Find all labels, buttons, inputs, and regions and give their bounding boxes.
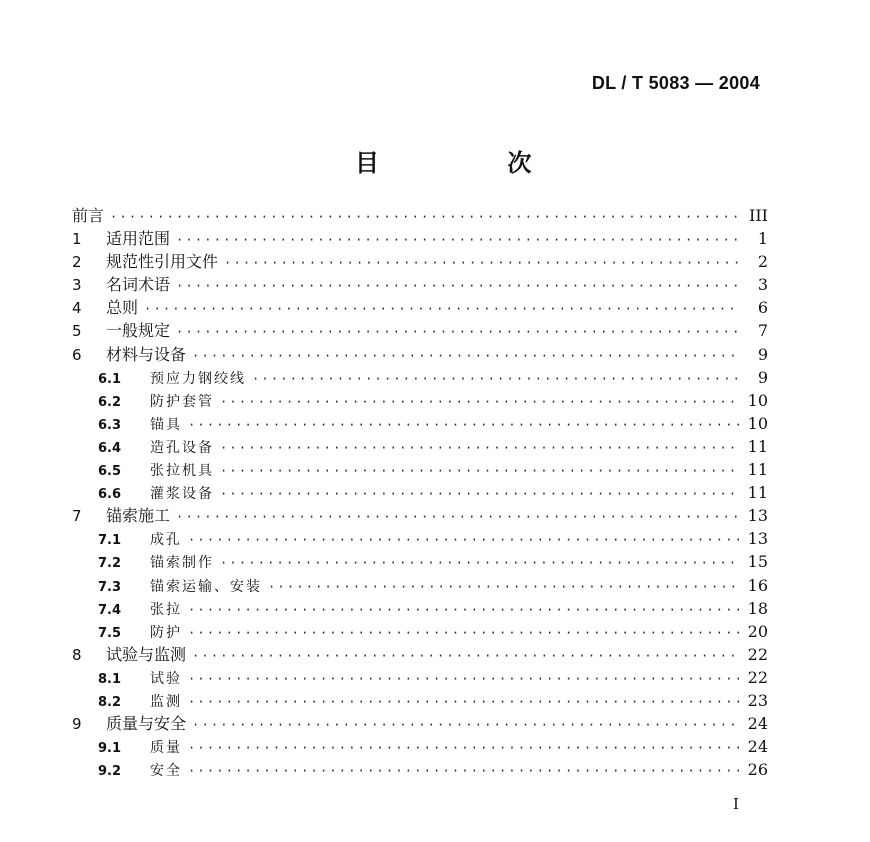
toc-entry [72, 343, 768, 366]
toc-entry-label: 总则 [106, 298, 139, 318]
toc-dot-leader [188, 691, 740, 714]
toc-entry-label: 张拉机具 [150, 463, 214, 480]
toc-entry-label: 锚具 [150, 416, 182, 433]
toc-entry-number: 8.1 [98, 671, 122, 687]
toc-entry-label: 试验 [150, 670, 182, 687]
toc-dot-leader [220, 552, 740, 575]
toc-entry-number: 9.1 [98, 741, 122, 757]
toc-entry-label: 防护 [150, 624, 182, 641]
toc-entry-label: 造孔设备 [150, 439, 214, 456]
toc-entry [72, 620, 768, 643]
toc-entry-label: 质量 [150, 740, 182, 757]
toc-entry [72, 458, 768, 481]
toc-entry [72, 412, 768, 435]
toc-dot-leader [220, 483, 740, 506]
toc-dot-leader [188, 529, 740, 552]
toc-entry-page: III [749, 206, 768, 225]
toc-dot-leader [192, 645, 740, 668]
toc-entry [72, 666, 768, 689]
toc-entry-label: 灌浆设备 [150, 486, 214, 503]
toc-entry-page: 22 [747, 644, 768, 664]
toc-dot-leader [110, 206, 740, 229]
toc-entry-label: 预应力钢绞线 [150, 370, 246, 387]
toc-entry-page: 10 [747, 413, 768, 433]
toc-entry-label: 张拉 [150, 601, 182, 618]
toc-entry [72, 366, 768, 389]
toc-entry [72, 296, 768, 319]
toc-entry [72, 574, 768, 597]
toc-entry-page: 24 [747, 737, 768, 757]
toc-entry-page: 11 [747, 483, 768, 503]
toc-entry [72, 481, 768, 504]
toc-entry-number: 6.4 [98, 440, 122, 456]
toc-entry-number: 6.5 [98, 464, 122, 480]
toc-entry-label: 锚索制作 [150, 555, 214, 572]
toc-entry-number: 9.2 [98, 764, 122, 780]
toc-entry-page: 13 [747, 529, 768, 549]
toc-entry-label: 安全 [150, 763, 182, 780]
toc-entry-page: 11 [747, 460, 768, 480]
toc-entry-number: 6.1 [98, 371, 122, 387]
toc-dot-leader [188, 760, 740, 783]
toc-entry-label: 名词术语 [106, 275, 171, 295]
page-number: I [733, 795, 739, 813]
toc-entry-label: 监测 [150, 693, 182, 710]
toc-entry [72, 435, 768, 458]
toc-entry-number: 1 [72, 230, 82, 249]
toc-entry-number: 8 [72, 645, 82, 664]
toc-entry-page: 23 [747, 690, 768, 710]
toc-entry-page: 20 [747, 621, 768, 641]
toc-dot-leader [252, 368, 740, 391]
toc-entry-number: 7.5 [98, 625, 122, 641]
toc-dot-leader [192, 714, 740, 737]
toc-entry-number: 7.4 [98, 602, 122, 618]
toc-dot-leader [188, 599, 740, 622]
toc-entry-label: 锚索施工 [106, 506, 171, 526]
toc-entry-number: 6.6 [98, 487, 122, 503]
toc-entry-page: 6 [757, 298, 768, 318]
page-title: 目 次 [355, 149, 592, 177]
toc-entry-page: 10 [747, 390, 768, 410]
toc-entry [72, 204, 768, 227]
toc-entry [72, 250, 768, 273]
toc-entry-number: 8.2 [98, 694, 122, 710]
toc-entry-label: 成孔 [150, 532, 182, 549]
toc-dot-leader [176, 321, 740, 344]
toc-entry-label: 防护套管 [150, 393, 214, 410]
toc-entry-number: 9 [72, 715, 82, 734]
toc-entry-number: 5 [72, 322, 82, 341]
toc-entry [72, 550, 768, 573]
toc-entry-number: 3 [72, 276, 82, 295]
toc-dot-leader [188, 668, 740, 691]
toc-entry-page: 2 [757, 252, 768, 272]
toc-entry [72, 527, 768, 550]
toc-entry [72, 389, 768, 412]
toc-entry [72, 712, 768, 735]
toc-entry-label: 规范性引用文件 [106, 252, 219, 272]
toc-entry-page: 7 [757, 321, 768, 341]
toc-entry-label: 适用范围 [106, 229, 171, 249]
toc-entry [72, 504, 768, 527]
toc-entry-label: 材料与设备 [106, 344, 187, 364]
toc-entry-page: 18 [747, 598, 768, 618]
toc-entry-page: 26 [747, 760, 768, 780]
toc-entry-number: 4 [72, 299, 82, 318]
toc-entry-number: 7.2 [98, 556, 122, 572]
toc-entry-label: 一般规定 [106, 321, 171, 341]
toc-entry [72, 758, 768, 781]
toc-entry [72, 227, 768, 250]
toc-entry-number: 7 [72, 507, 82, 526]
toc-dot-leader [268, 576, 740, 599]
toc-dot-leader [188, 414, 740, 437]
toc-entry [72, 735, 768, 758]
toc-entry-page: 15 [747, 552, 768, 572]
table-of-contents [72, 204, 768, 781]
toc-entry [72, 597, 768, 620]
toc-entry-page: 16 [747, 575, 768, 595]
toc-dot-leader [176, 275, 740, 298]
toc-dot-leader [220, 460, 740, 483]
toc-entry-number: 6.3 [98, 417, 122, 433]
toc-dot-leader [220, 437, 740, 460]
toc-entry-page: 1 [757, 229, 768, 249]
toc-entry [72, 273, 768, 296]
toc-entry-page: 3 [757, 275, 768, 295]
toc-dot-leader [220, 391, 740, 414]
toc-entry-page: 22 [747, 667, 768, 687]
toc-dot-leader [188, 737, 740, 760]
toc-entry [72, 643, 768, 666]
toc-entry [72, 319, 768, 342]
toc-entry-number: 7.1 [98, 533, 122, 549]
toc-entry-label: 质量与安全 [106, 714, 187, 734]
toc-entry-number: 6.2 [98, 394, 122, 410]
toc-dot-leader [224, 252, 740, 275]
toc-dot-leader [188, 622, 740, 645]
toc-entry-label: 试验与监测 [106, 644, 187, 664]
toc-entry-number: 2 [72, 253, 82, 272]
toc-entry-page: 24 [747, 714, 768, 734]
toc-entry-page: 13 [747, 506, 768, 526]
standard-code: DL / T 5083 — 2004 [591, 73, 760, 93]
toc-entry-page: 9 [757, 367, 768, 387]
toc-entry-page: 11 [747, 436, 768, 456]
toc-entry-label: 前言 [72, 206, 105, 225]
toc-entry-number: 6 [72, 345, 82, 364]
toc-entry-number: 7.3 [98, 579, 122, 595]
toc-entry-page: 9 [757, 344, 768, 364]
toc-entry-label: 锚索运输、安装 [150, 578, 262, 595]
toc-dot-leader [144, 298, 740, 321]
toc-dot-leader [176, 229, 740, 252]
toc-dot-leader [176, 506, 740, 529]
toc-entry [72, 689, 768, 712]
toc-dot-leader [192, 345, 740, 368]
